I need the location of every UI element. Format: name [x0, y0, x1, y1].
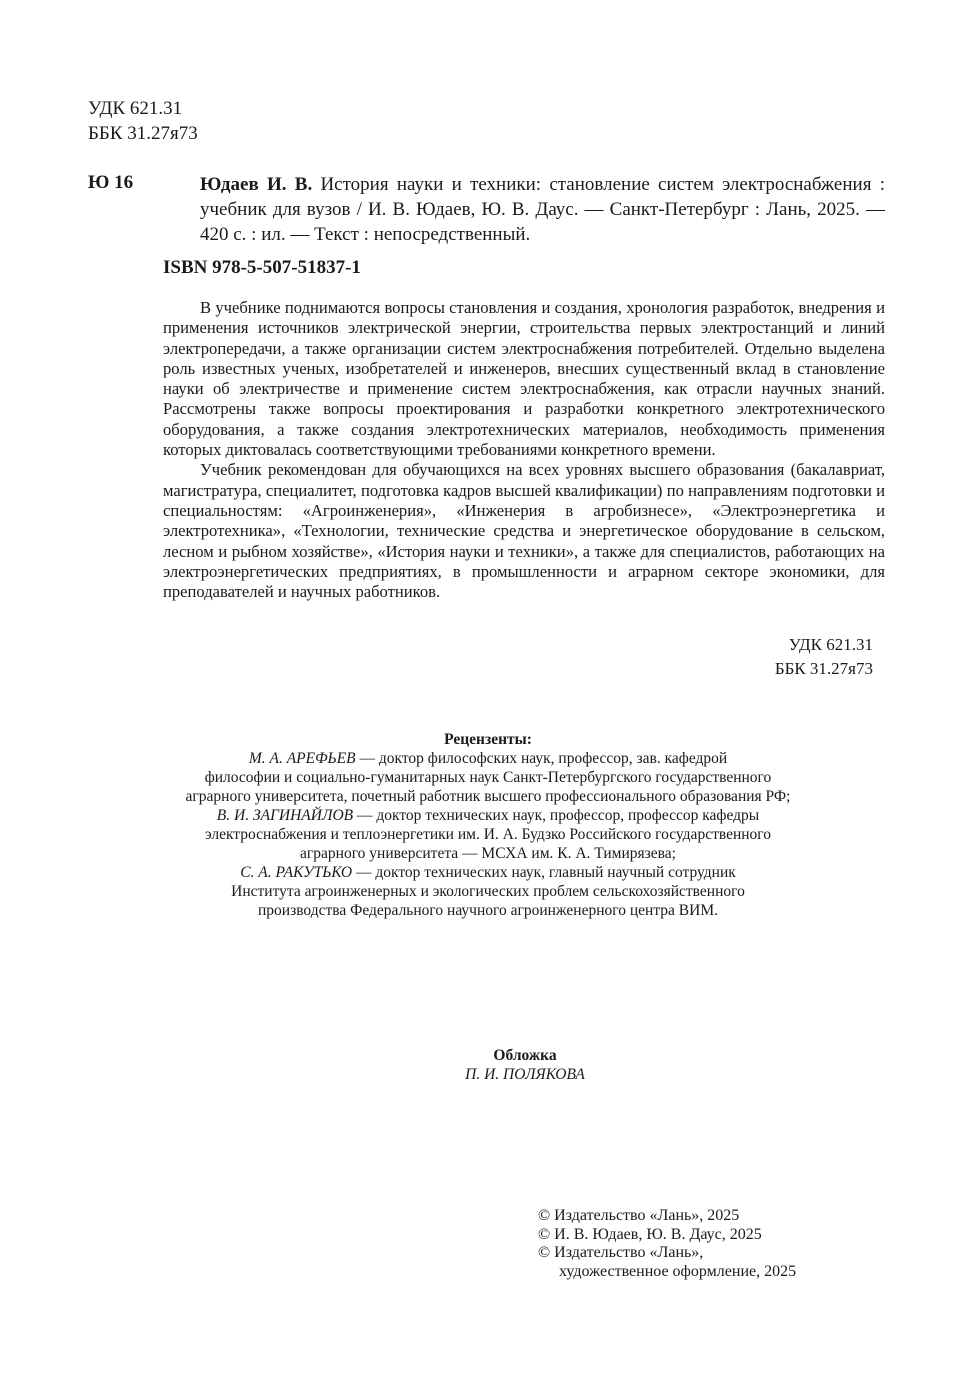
reviewer-info: философии и социально-гуманитарных наук Санкт-Петербургского государственного [204, 769, 772, 786]
reviewer-info: электроснабжения и теплоэнергетики им. И. А. Будзко Российского государственного [204, 826, 772, 843]
cover-designer: П. И. ПОЛЯКОВА [465, 1066, 585, 1083]
annotation-paragraph: В учебнике поднимаются вопросы становления и создания, хронология разработок, внедрения и применения источников электрической энергии, строительства первых электростанций и линий электропередачи, а также организации систем электроснабжения потребителей. Отдельно выделена роль известных ученых, изобретателей и инженеров, внесших существенный вклад в становление науки об электричестве и применение систем электроснабжения, как отрасли научных знаний. Рассмотрены также вопросы проектирования и разработки конкретного электротехнического оборудования, а также создания электротехнических материалов, необходимость применения которых диктовалась соответствующими требованиями конкретного времени. [163, 298, 885, 460]
reviewer-name: М. А. АРЕФЬЕВ [248, 750, 356, 767]
biblio-description: История науки и техники: становление систем электроснабжения : учебник для вузов / И. В. Юдаев, Ю. В. Даус. — Санкт-Петербург : Лань, 2025. — 420 с. : ил. — Текст : непосредственный. [200, 174, 885, 245]
reviewer-info: производства Федерального научного агроинженерного центра ВИМ. [257, 902, 718, 919]
copyright-line: © Издательство «Лань», [538, 1244, 704, 1261]
annotation [163, 298, 885, 602]
udk-code: УДК 621.31 [88, 98, 183, 119]
reviewer-info: — доктор технических наук, профессор, профессор кафедры [353, 807, 760, 824]
classification-top [88, 96, 198, 146]
bbk-code: ББК 31.27я73 [774, 659, 873, 678]
udk-code: УДК 621.31 [788, 635, 873, 654]
author-mark: Ю 16 [88, 172, 134, 193]
cover-credit [0, 1046, 976, 1084]
reviewers-block [0, 730, 976, 920]
copyright-line: © Издательство «Лань», 2025 [538, 1207, 740, 1224]
reviewer-name: В. И. ЗАГИНАЙЛОВ [216, 807, 354, 824]
reviewer-name: С. А. РАКУТЬКО [240, 864, 353, 881]
author-name: Юдаев И. В. [200, 174, 313, 195]
reviewer-info: — доктор технических наук, главный научный сотрудник [352, 864, 736, 881]
copyright-block [538, 1207, 796, 1281]
copyright-line: © И. В. Юдаев, Ю. В. Даус, 2025 [538, 1225, 762, 1243]
cover-heading: Обложка [493, 1047, 557, 1064]
classification-right [775, 633, 873, 681]
isbn: ISBN 978-5-507-51837-1 [163, 257, 361, 278]
reviewers-heading: Рецензенты: [444, 731, 532, 748]
reviewer-info: аграрного университета, почетный работник высшего профессионального образования РФ; [185, 788, 791, 805]
reviewer-info: аграрного университета — МСХА им. К. А. Тимирязева; [300, 845, 676, 862]
bbk-code: ББК 31.27я73 [88, 123, 198, 144]
bibliographic-record [163, 172, 885, 247]
copyright-line: художественное оформление, 2025 [559, 1262, 797, 1280]
reviewer-info: — доктор философских наук, профессор, зав. кафедрой [355, 750, 728, 767]
annotation-paragraph: Учебник рекомендован для обучающихся на всех уровнях высшего образования (бакалавриат, магистратура, специалитет, подготовка кадров высшей квалификации) по направлениям подготовки и специальностям: «Агроинженерия», «Инженерия в агробизнесе», «Электроэнергетика и электротехника», «Технологии, технические средства и энергетическое оборудование в сельском, лесном и рыбном хозяйстве», «История науки и техники», а также для специалистов, работающих на электроэнергетических предприятиях, в промышленности и аграрном секторе экономики, для преподавателей и научных работников. [163, 460, 885, 602]
reviewer-info: Института агроинженерных и экологических проблем сельскохозяйственного [231, 883, 745, 900]
